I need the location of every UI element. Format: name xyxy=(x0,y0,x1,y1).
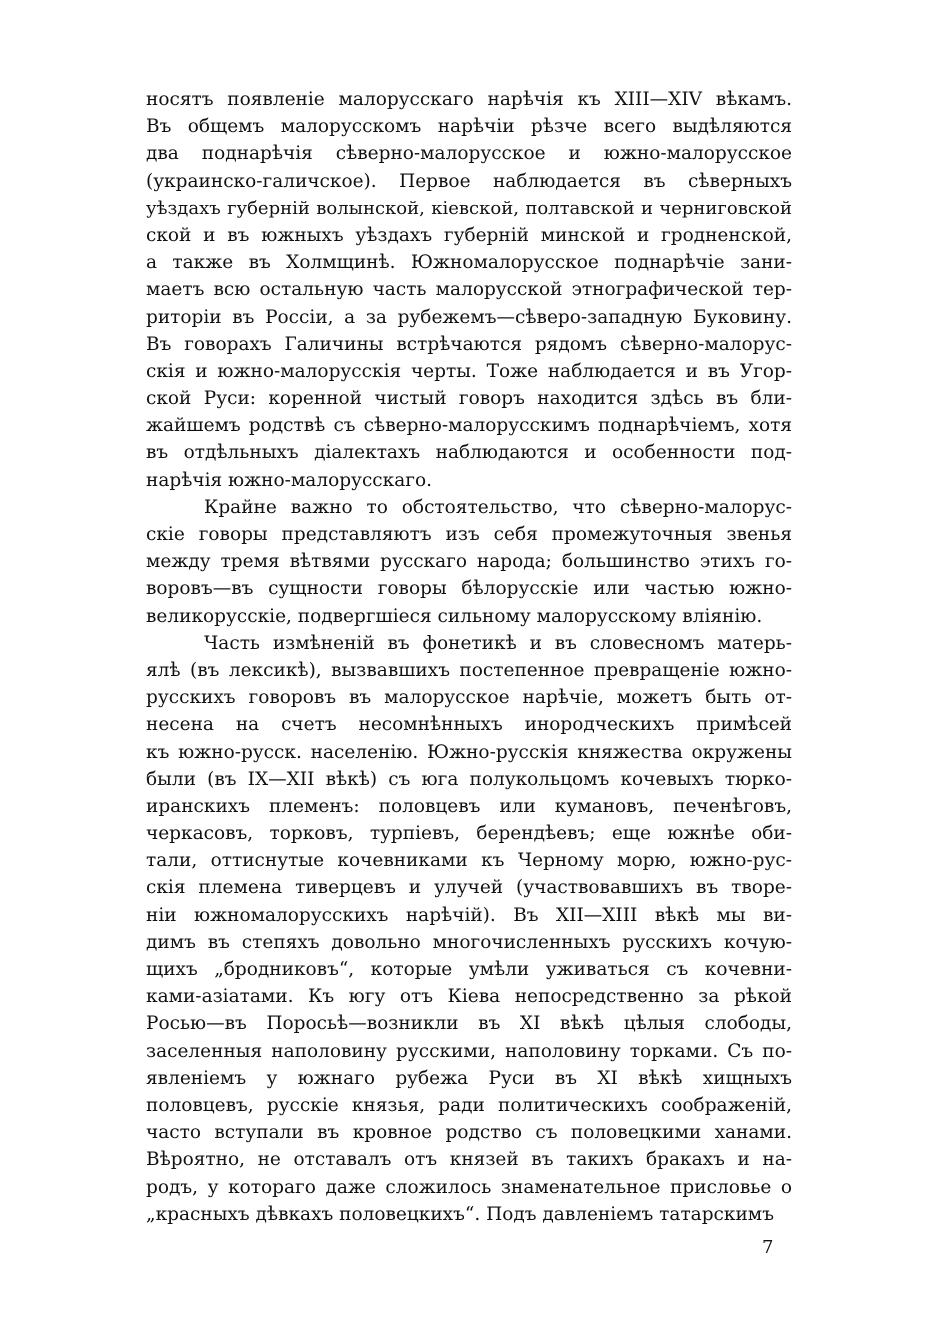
text-line: воровъ—въ сущности говоры бѣлорусскіе или частью южно- xyxy=(146,578,792,600)
text-line: великорусскіе, подвергшіеся сильному малорусскому вліянію. xyxy=(146,605,763,627)
text-line: а также въ Холмщинѣ. Южномалорусское поднарѣчіе зани- xyxy=(146,252,792,274)
text-line: черкасовъ, торковъ, турпіевъ, берендѣевъ; еще южнѣе оби- xyxy=(146,823,792,845)
text-line: „красныхъ дѣвкахъ половецкихъ“. Подъ давленіемъ татарскимъ xyxy=(146,1203,774,1225)
text-line: носятъ появленіе малорусскаго нарѣчія къ XIII—XIV вѣкамъ. xyxy=(146,89,792,110)
text-line: тали, оттиснутые кочевниками къ Черному морю, южно-рус- xyxy=(146,850,792,872)
text-line: Въ говорахъ Галичины встрѣчаются рядомъ сѣверно-малорус- xyxy=(146,333,792,355)
text-line: иранскихъ племенъ: половцевъ или кумановъ, печенѣговъ, xyxy=(146,795,792,817)
text-line: явленіемъ у южнаго рубежа Руси въ XI вѣкѣ хищныхъ xyxy=(146,1067,792,1089)
text-line: маетъ всю остальную часть малорусской этнографической тер- xyxy=(146,279,792,301)
paragraph xyxy=(146,494,792,630)
text-line: риторіи въ Россіи, а за рубежемъ—сѣверо-западную Буковину. xyxy=(146,306,792,328)
text-line: ніи южномалорусскихъ нарѣчій). Въ XII—XIII вѣкѣ мы ви- xyxy=(146,904,792,926)
text-line: (украинско-галичское). Первое наблюдается въ сѣверныхъ xyxy=(146,170,792,192)
text-line: были (въ IX—XII вѣкѣ) съ юга полукольцомъ кочевыхъ тюрко- xyxy=(146,768,792,790)
text-line: скія племена тиверцевъ и улучей (участвовавшихъ въ творе- xyxy=(146,877,792,899)
text-line: родъ, у котораго даже сложилось знаменательное присловье о xyxy=(146,1176,792,1198)
body-text xyxy=(146,86,792,1228)
text-line: Вѣроятно, не отставалъ отъ князей въ такихъ бракахъ и на- xyxy=(146,1149,792,1171)
text-line: щихъ „бродниковъ“, которые умѣли уживаться съ кочевни- xyxy=(146,959,792,980)
text-line: между тремя вѣтвями русскаго народа; большинство этихъ го- xyxy=(146,551,792,573)
text-line: русскихъ говоровъ въ малорусское нарѣчіе, можетъ быть от- xyxy=(146,687,792,709)
text-line: Росью—въ Поросьѣ—возникли въ XI вѣкѣ цѣлыя слободы, xyxy=(146,1013,792,1035)
page-number: 7 xyxy=(762,1237,774,1258)
text-line: димъ въ степяхъ довольно многочисленныхъ русскихъ кочую- xyxy=(146,931,792,953)
text-line: жайшемъ родствѣ съ сѣверно-малорусскимъ поднарѣчіемъ, хотя xyxy=(146,415,792,437)
text-line: Крайне важно то обстоятельство, что сѣверно-малорус- xyxy=(204,496,792,518)
text-line: скія и южно-малорусскія черты. Тоже наблюдается и въ Угор- xyxy=(146,360,792,382)
text-line: часто вступали въ кровное родство съ половецкими ханами. xyxy=(146,1122,792,1144)
text-line: ской и въ южныхъ уѣздахъ губерній минской и гродненской, xyxy=(146,224,792,246)
text-line: несена на счетъ несомнѣнныхъ инородческихъ примѣсей xyxy=(146,714,792,736)
text-line: къ южно-русск. населенію. Южно-русскія княжества окружены xyxy=(146,741,792,763)
text-line: Въ общемъ малорусскомъ нарѣчіи рѣзче всего выдѣляются xyxy=(146,116,792,138)
text-line: половцевъ, русскіе князья, ради политическихъ соображеній, xyxy=(146,1094,792,1116)
text-line: Часть измѣненій въ фонетикѣ и въ словесномъ матерь- xyxy=(204,632,792,654)
text-line: нарѣчія южно-малорусскаго. xyxy=(146,469,432,491)
text-line: скіе говоры представляютъ изъ себя промежуточныя звенья xyxy=(146,524,792,545)
text-line: два поднарѣчія сѣверно-малорусское и южно-малорусское xyxy=(146,143,792,165)
paragraph xyxy=(146,86,792,494)
text-line: уѣздахъ губерній волынской, кіевской, полтавской и черниговской xyxy=(146,197,792,219)
text-line: ялѣ (въ лексикѣ), вызвавшихъ постепенное превращеніе южно- xyxy=(146,659,792,681)
text-line: ской Руси: коренной чистый говоръ находится здѣсь въ бли- xyxy=(146,388,792,410)
paragraph xyxy=(146,630,792,1228)
text-line: ками-азіатами. Къ югу отъ Кіева непосредственно за рѣкой xyxy=(146,986,792,1008)
text-line: въ отдѣльныхъ діалектахъ наблюдаются и особенности под- xyxy=(146,442,792,464)
text-line: заселенныя наполовину русскими, наполовину торками. Съ по- xyxy=(146,1040,792,1062)
